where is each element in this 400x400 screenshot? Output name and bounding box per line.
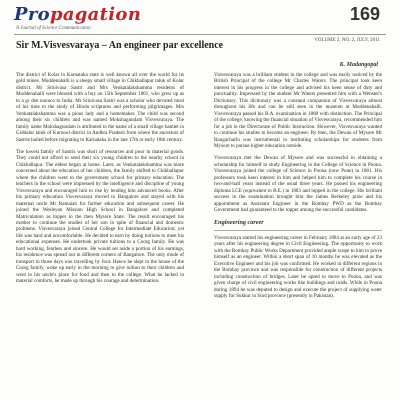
journal-logo xyxy=(14,4,141,25)
logo-text xyxy=(14,4,141,25)
logo-text-part: pagation xyxy=(49,4,142,25)
left-column xyxy=(16,72,184,291)
body-paragraph: Visvesvaraya started his engineering career in February 1884 at an early age of 23 years after his engineering degree in Civil Engineering. The opportunity to work with the Bombay Public Works Department provided ample scope to him to prove himself as an engineer. Within a short span of 10 months he was elevated as the Executive Engineer and his job was confirmed. He worked in different regions in the Bombay province and was responsible for construction of different projects including construction of bridges. Later he opted to move to Poona, and was given charge of civil engineering works like buildings and roads. While in Poona during 1894 he was deputed to design and execute the project of supplying water supply for Sukkur in Sind province (presently in Pakistan). xyxy=(214,234,382,300)
logo-text-part: Pro xyxy=(14,4,50,25)
journal-tagline: A Journal of Science Communication xyxy=(16,26,91,31)
section-heading: Engineering career xyxy=(214,218,264,226)
masthead xyxy=(14,4,386,34)
body-paragraph: The lowest family of Sastris was short of resources and poor in material goods. They could not afford to send their six young children to the nearby school in Chikballapur. The eldest began at home. Later, as Venkatalakshamma was more concerned about the education of her children, the family shifted to Chikballapur where the children went to the government school for primary education. The teachers in the school were impressed by the intelligence and discipline of young Visvesvaraya and encouraged him to rise by lending him advanced books. After his primary education Visvesvaraya moved to Bangalore and stayed with his maternal uncle Mr Ramaiah for further education and subsequent career. He joined the Wesleyan Mission High School in Bangalore and completed Matriculation as topper in the then Mysore State. The result encouraged his mother to continue the studies of her son in spite of financial and domestic problems. Visvesvaraya joined Central College for Intermediate Education; yet life was hard and uncomfortable. He decided to earn by doing tuitions to meet his educational expenses. He undertook private tuitions to a Coorg family. He was hard working, fearless and sincere. He would set aside a portion of his earnings, his residence was spread out in different corners of Bangalore. The only mode of transport in those days was travelling by foot. Hence he slept in the house of the Coorg family, woke up early in the morning to give tuition to their children and went to his uncle's place for food and then to the college. What he lacked in material comforts, he made up through his courage and determination. xyxy=(16,148,184,285)
volume-info: VOLUME 2, NO. 2, JULY, 2011 xyxy=(314,38,380,43)
section-rule xyxy=(214,230,382,231)
header-rule xyxy=(14,34,386,35)
body-paragraph: The district of Kolar in Karnataka state is well known all over the world for its gold mines. Muddenahalli is a sleepy small village in Chikballapur taluk of Kolar district. Mr Srinivasa Sastri and Mrs Venkatalakshamma residents of Muddenahalli were blessed with a boy on 15th September 1861, who grew up as to a gr den nonuco to India. Mr Srinivasa Sastri was a scholar who devoted most of his time to the study of Hindu scriptures and performing pilgrimages. Mrs Venkatalakshamma was a pious lady and a homemaker. The child was second among their six children and was named Mokshagundam Visvesvaraya. The family name Mokshagundam is attributed to the name of a small village hamlet in Giddalur taluk of Kurnool district in Andhra Pradesh from where the ancestors of Sastrie hailed before migrating to Karnataka in the late 17th or early 18th century. xyxy=(16,72,184,143)
right-column xyxy=(214,72,382,306)
article-title: Sir M.Visvesvaraya – An engineer par excellence xyxy=(16,40,224,51)
article-author: K. Madangopal xyxy=(339,62,378,68)
body-paragraph: Visvesvaraya was a brilliant student in the college and was easily noticed by the British Principal of the college Mr Charles Waters. The principal took keen interest in his progress in the college and advised his keen sense of duty and punctuality. Impressed by the student Mr Waters presented him with a Webster's Dictionary. This dictionary was a constant companion of Visvesvaraya almost throughout his life and can be still seen in the museum at Muddenahalli. Visvesvaraya passed his B.A. examination in 1880 with distinction. The Principal of the college, knowing the financial situation of Visvesvaraya, recommended him for a job in the Directorate of Public Instruction. However, Visvesvaraya wanted to continue his studies to become an engineer. By then, the Dewan of Mysore Mr Rangacharlu was instrumental in instituting scholarships for students from Mysore to pursue higher education outside. xyxy=(214,72,382,149)
body-paragraph: Visvesvaraya met the Dewan of Mysore and was successful in obtaining a scholarship for himself to study Engineering in the College of Science in Poona. Visvesvaraya joined the college of Science in Poona (now Pune) in 1881. His professors took keen interest in him and helped him to complete his course in two-and-half years instead of the usual three years. He passed his engineering diploma LCE (equivalent to B.E.) in 1883 and topped in the college. His brilliant success in the examination brought him the James Berkeley prize and his appointment as Assistant Engineer in the Bombay PWD as the Bombay Government had guaranteed to the topper among the successful candidates. xyxy=(214,155,382,214)
page-number: 169 xyxy=(349,4,380,24)
